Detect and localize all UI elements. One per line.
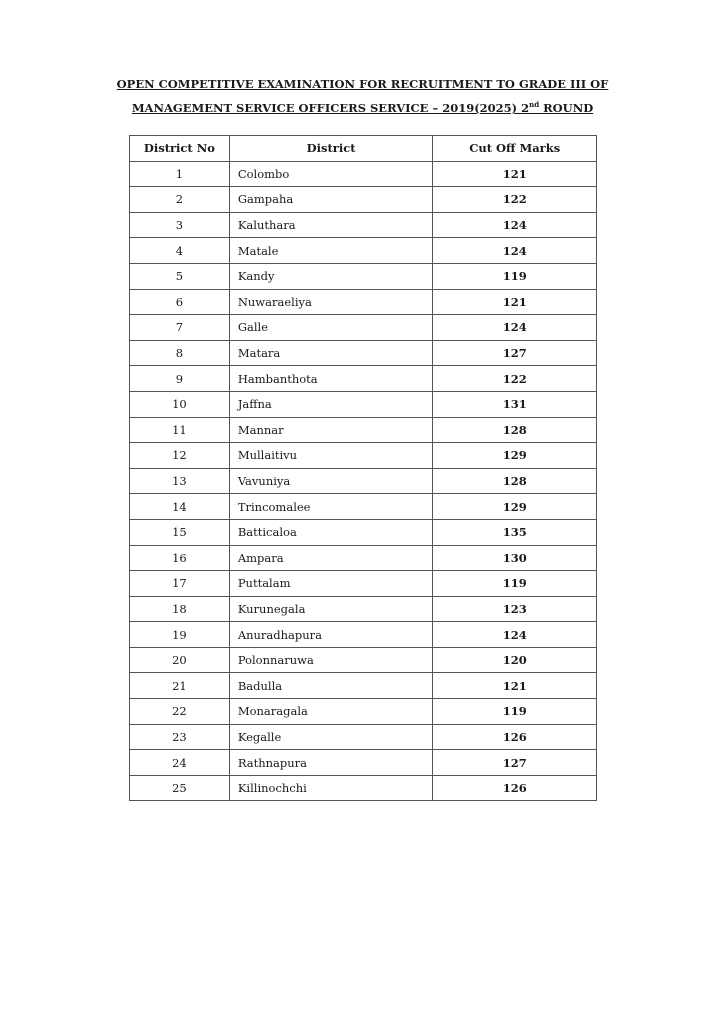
cut-off-marks-cell: 121: [433, 161, 597, 187]
district-no-cell: 2: [130, 187, 230, 213]
table-row: [130, 212, 597, 238]
cut-off-marks-cell: 123: [433, 596, 597, 622]
header-cut-off-marks: Cut Off Marks: [433, 136, 597, 162]
cut-off-marks-cell: 122: [433, 366, 597, 392]
cut-off-marks-cell: 128: [433, 417, 597, 443]
title-line-2-text: MANAGEMENT SERVICE OFFICERS SERVICE – 2019(2025) 2: [131, 101, 530, 115]
header-district: District: [229, 136, 433, 162]
cut-off-marks-cell: 128: [433, 468, 597, 494]
table-row: [130, 161, 597, 187]
district-no-cell: 9: [130, 366, 230, 392]
table-row: [130, 443, 597, 469]
table-row: [130, 571, 597, 597]
cut-off-marks-cell: 124: [433, 622, 597, 648]
cut-off-marks-cell: 121: [433, 289, 597, 315]
table-row: [130, 315, 597, 341]
district-no-cell: 25: [130, 775, 230, 801]
district-no-cell: 23: [130, 724, 230, 750]
district-name-cell: Polonnaruwa: [229, 647, 433, 673]
district-no-cell: 3: [130, 212, 230, 238]
district-name-cell: Matale: [229, 238, 433, 264]
cut-off-marks-cell: 130: [433, 545, 597, 571]
district-no-cell: 8: [130, 340, 230, 366]
district-name-cell: Kandy: [229, 263, 433, 289]
table-header-row: [130, 136, 597, 162]
district-name-cell: Nuwaraeliya: [229, 289, 433, 315]
table-row: [130, 289, 597, 315]
cut-off-marks-cell: 119: [433, 263, 597, 289]
district-no-cell: 16: [130, 545, 230, 571]
table-row: [130, 340, 597, 366]
cut-off-marks-cell: 127: [433, 340, 597, 366]
header-district-no: District No: [130, 136, 230, 162]
cut-off-marks-cell: 124: [433, 238, 597, 264]
district-no-cell: 24: [130, 750, 230, 776]
district-no-cell: 13: [130, 468, 230, 494]
district-name-cell: Puttalam: [229, 571, 433, 597]
cut-off-marks-cell: 131: [433, 391, 597, 417]
cut-off-marks-cell: 120: [433, 647, 597, 673]
district-no-cell: 22: [130, 699, 230, 725]
table-row: [130, 596, 597, 622]
district-no-cell: 12: [130, 443, 230, 469]
district-name-cell: Killinochchi: [229, 775, 433, 801]
district-no-cell: 20: [130, 647, 230, 673]
district-name-cell: Jaffna: [229, 391, 433, 417]
cut-off-marks-cell: 135: [433, 519, 597, 545]
table-row: [130, 775, 597, 801]
district-name-cell: Galle: [229, 315, 433, 341]
table-row: [130, 622, 597, 648]
table-row: [130, 545, 597, 571]
table-row: [130, 699, 597, 725]
district-name-cell: Mannar: [229, 417, 433, 443]
cut-off-marks-cell: 119: [433, 699, 597, 725]
table-row: [130, 366, 597, 392]
table-row: [130, 187, 597, 213]
cut-off-marks-table: [129, 135, 597, 801]
table-body: [130, 161, 597, 801]
table-row: [130, 417, 597, 443]
cut-off-marks-cell: 129: [433, 443, 597, 469]
cut-off-marks-cell: 124: [433, 212, 597, 238]
district-name-cell: Monaragala: [229, 699, 433, 725]
district-name-cell: Gampaha: [229, 187, 433, 213]
district-no-cell: 18: [130, 596, 230, 622]
district-name-cell: Colombo: [229, 161, 433, 187]
district-no-cell: 14: [130, 494, 230, 520]
title-line-2-suffix: ROUND: [539, 101, 594, 115]
district-name-cell: Matara: [229, 340, 433, 366]
district-no-cell: 7: [130, 315, 230, 341]
district-no-cell: 5: [130, 263, 230, 289]
district-no-cell: 10: [130, 391, 230, 417]
district-no-cell: 19: [130, 622, 230, 648]
cut-off-marks-cell: 121: [433, 673, 597, 699]
table-row: [130, 647, 597, 673]
district-name-cell: Vavuniya: [229, 468, 433, 494]
title-superscript: nd: [529, 100, 540, 109]
district-no-cell: 15: [130, 519, 230, 545]
district-no-cell: 1: [130, 161, 230, 187]
table-row: [130, 494, 597, 520]
document-title-line-2: [0, 101, 725, 115]
table-row: [130, 263, 597, 289]
table-row: [130, 724, 597, 750]
table-row: [130, 391, 597, 417]
district-no-cell: 21: [130, 673, 230, 699]
table-row: [130, 673, 597, 699]
district-name-cell: Mullaitivu: [229, 443, 433, 469]
district-name-cell: Badulla: [229, 673, 433, 699]
district-name-cell: Kurunegala: [229, 596, 433, 622]
document-title-line-1: OPEN COMPETITIVE EXAMINATION FOR RECRUITMENT TO GRADE III OF: [116, 77, 609, 91]
cut-off-marks-cell: 127: [433, 750, 597, 776]
district-no-cell: 6: [130, 289, 230, 315]
cut-off-marks-cell: 124: [433, 315, 597, 341]
district-name-cell: Rathnapura: [229, 750, 433, 776]
table-row: [130, 519, 597, 545]
district-name-cell: Trincomalee: [229, 494, 433, 520]
cut-off-marks-cell: 126: [433, 775, 597, 801]
cut-off-marks-cell: 122: [433, 187, 597, 213]
district-no-cell: 17: [130, 571, 230, 597]
cut-off-marks-cell: 129: [433, 494, 597, 520]
district-name-cell: Kegalle: [229, 724, 433, 750]
table-row: [130, 750, 597, 776]
cut-off-marks-cell: 119: [433, 571, 597, 597]
district-no-cell: 4: [130, 238, 230, 264]
table-row: [130, 468, 597, 494]
district-name-cell: Ampara: [229, 545, 433, 571]
district-name-cell: Batticaloa: [229, 519, 433, 545]
district-name-cell: Hambanthota: [229, 366, 433, 392]
table-row: [130, 238, 597, 264]
district-name-cell: Anuradhapura: [229, 622, 433, 648]
district-name-cell: Kaluthara: [229, 212, 433, 238]
district-no-cell: 11: [130, 417, 230, 443]
cut-off-marks-cell: 126: [433, 724, 597, 750]
